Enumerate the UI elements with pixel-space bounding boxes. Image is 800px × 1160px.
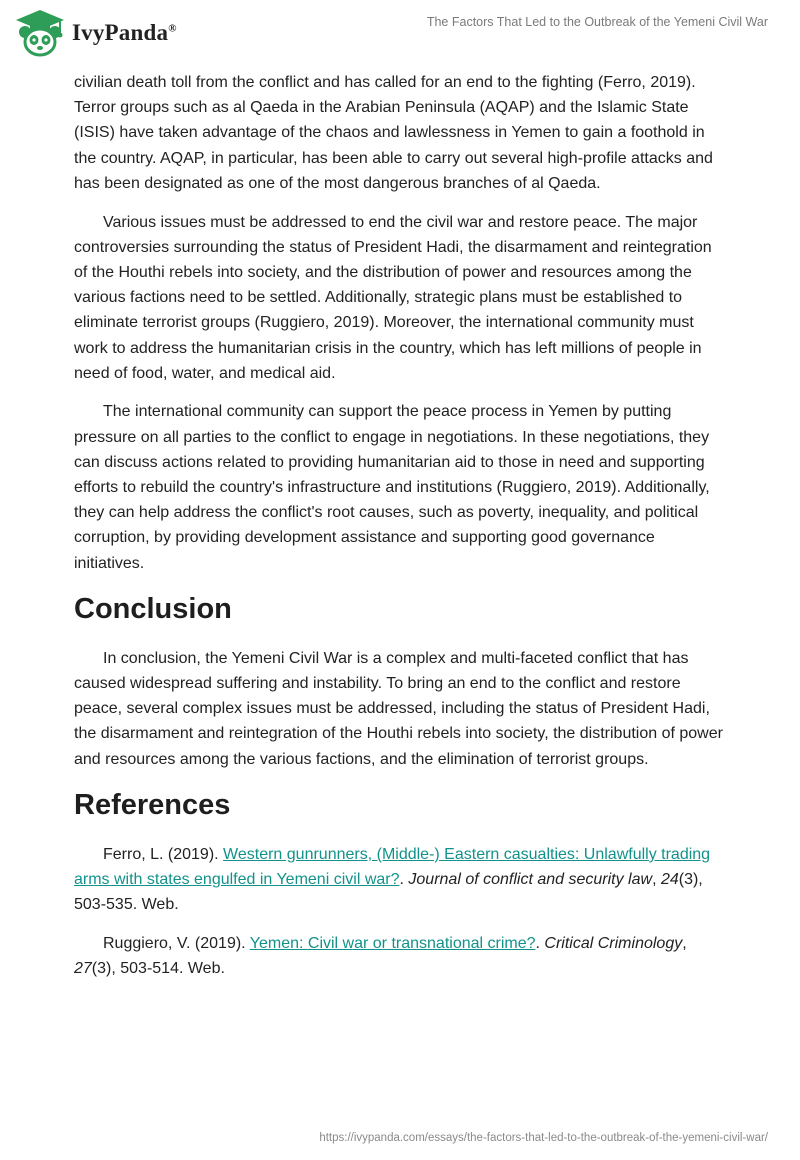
panda-graduate-icon (14, 8, 66, 58)
reference-author: Ruggiero, V. (2019). (103, 934, 250, 952)
essay-body (74, 70, 726, 995)
reference-entry: Ruggiero, V. (2019). Yemen: Civil war or transnational crime?. Critical Criminology, 27(3), 503-514. Web. (74, 934, 687, 978)
reference-entry: Ferro, L. (2019). Western gunrunners, (Middle-) Eastern casualties: Unlawfully trading arms with states engulfed in Yemeni civil war?. Journal of conflict and security law, 24(3), 503-535. Web. (74, 845, 711, 914)
brand-name: IvyPanda® (72, 20, 177, 45)
source-url[interactable]: https://ivypanda.com/essays/the-factors-that-led-to-the-outbreak-of-the-yemeni-civil-war/ (319, 1132, 768, 1144)
reference-link[interactable]: Yemen: Civil war or transnational crime? (249, 934, 536, 952)
reference-link[interactable]: Western gunrunners, (Middle-) Eastern casualties: Unlawfully trading arms with states engulfed in Yemeni civil war? (74, 845, 711, 889)
reference-author: Ferro, L. (2019). (103, 845, 224, 863)
paragraph-continuation: civilian death toll from the conflict and has called for an end to the fighting (Ferro, 2019). Terror groups such as al Qaeda in the Arabian Peninsula (AQAP) and the Islamic State (ISIS) have taken advantage of the chaos and lawlessness in Yemen to gain a foothold in the country. AQAP, in particular, has been able to carry out several high-profile attacks and has been designated as one of the most dangerous branches of al Qaeda. (74, 74, 713, 192)
reference-journal: Journal of conflict and security law (408, 871, 653, 889)
reference-journal: Critical Criminology (544, 934, 683, 952)
paragraph-issues: Various issues must be addressed to end the civil war and restore peace. The major controversies surrounding the status of President Hadi, the disarmament and reintegration of the Houthi rebels into society, and the distribution of power and resources among the various factions need to be settled. Additionally, strategic plans must be established to eliminate terrorist groups (Ruggiero, 2019). Moreover, the international community must work to address the humanitarian crisis in the country, which has left millions of people in need of food, water, and medical aid. (74, 213, 712, 382)
ivypanda-logo[interactable] (14, 8, 177, 58)
page-header (0, 0, 800, 66)
reference-volume: 27 (74, 960, 92, 978)
conclusion-heading: Conclusion (74, 592, 232, 625)
conclusion-paragraph: In conclusion, the Yemeni Civil War is a complex and multi-faceted conflict that has caused widespread suffering and instability. To bring an end to the conflict and restore peace, several complex issues must be addressed, including the status of President Hadi, the disarmament and reintegration of the Houthi rebels into society, the distribution of power and resources among the various factions, and the elimination of terrorist groups. (74, 649, 723, 768)
document-title: The Factors That Led to the Outbreak of the Yemeni Civil War (426, 15, 768, 29)
reference-volume: 24 (660, 871, 679, 889)
references-heading: References (74, 788, 231, 821)
paragraph-international-community: The international community can support the peace process in Yemen by putting pressure on all parties to the conflict to engage in negotiations. In these negotiations, they can discuss actions related to providing humanitarian aid to those in need and supporting efforts to rebuild the country's infrastructure and institutions (Ruggiero, 2019). Additionally, they can help address the conflict's root causes, such as poverty, inequality, and political corruption, by providing development assistance and supporting good governance initiatives. (74, 403, 710, 572)
